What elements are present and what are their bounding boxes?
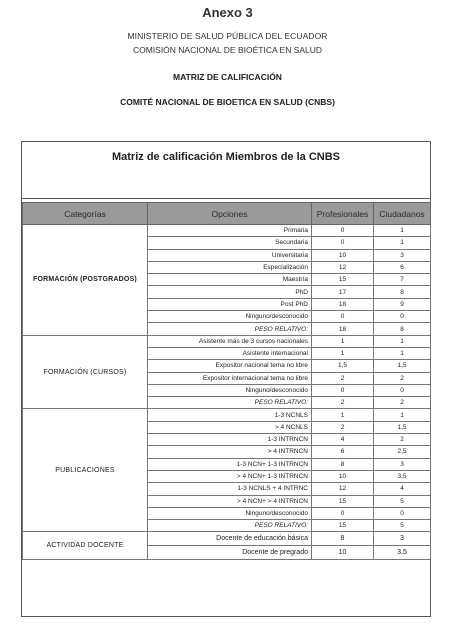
option-cell: Ninguno/desconocido — [148, 311, 312, 323]
option-cell: Docente de pregrado — [148, 546, 312, 560]
option-cell: > 4 INTRNCN — [148, 446, 312, 458]
citizens-score: 4 — [374, 483, 431, 495]
professionals-score: 15 — [312, 274, 374, 286]
professionals-score: 0 — [312, 384, 374, 396]
category-cell: PUBLICACIONES — [23, 409, 148, 532]
option-cell: Primaria — [148, 225, 312, 237]
citizens-score: 2 — [374, 397, 431, 409]
professionals-score: 8 — [312, 532, 374, 546]
rating-table — [22, 202, 431, 560]
citizens-score: 0 — [374, 384, 431, 396]
citizens-score: 1 — [374, 335, 431, 347]
professionals-score: 6 — [312, 446, 374, 458]
column-header-professionals: Profesionales — [312, 203, 374, 225]
matrix-heading: MATRIZ DE CALIFICACIÓN — [173, 72, 282, 82]
professionals-score: 2 — [312, 421, 374, 433]
citizens-score: 6 — [374, 261, 431, 273]
option-cell: > 4 NCNLS — [148, 421, 312, 433]
professionals-score: 15 — [312, 520, 374, 532]
citizens-score: 2,5 — [374, 446, 431, 458]
option-cell: PESO RELATIVO: — [148, 520, 312, 532]
professionals-score: 18 — [312, 298, 374, 310]
column-header-options: Opciones — [148, 203, 312, 225]
table-header-row — [23, 203, 431, 225]
option-cell: > 4 NCN+ 1-3 INTRNCN — [148, 470, 312, 482]
option-cell: Expositor nacional tema no libre — [148, 360, 312, 372]
citizens-score: 2 — [374, 372, 431, 384]
citizens-score: 1,5 — [374, 421, 431, 433]
professionals-score: 0 — [312, 225, 374, 237]
option-cell: 1-3 NCN+ 1-3 INTRNCN — [148, 458, 312, 470]
table-body — [23, 225, 431, 560]
option-cell: Expositor internacional tema no libre — [148, 372, 312, 384]
professionals-score: 1 — [312, 347, 374, 359]
matrix-title: Matriz de calificación Miembros de la CNBS — [111, 151, 340, 163]
professionals-score: 8 — [312, 458, 374, 470]
citizens-score: 0 — [374, 311, 431, 323]
professionals-score: 15 — [312, 495, 374, 507]
option-cell: Post PhD — [148, 298, 312, 310]
table-row — [23, 409, 431, 421]
option-cell: Especialización — [148, 261, 312, 273]
option-cell: > 4 NCN+ > 4 INTRNCN — [148, 495, 312, 507]
professionals-score: 0 — [312, 507, 374, 519]
citizens-score: 1 — [374, 225, 431, 237]
annex-label: Anexo 3 — [202, 5, 253, 20]
professionals-score: 1 — [312, 409, 374, 421]
table-row — [23, 225, 431, 237]
ministry-heading: MINISTERIO DE SALUD PÚBLICA DEL ECUADOR — [127, 31, 328, 41]
citizens-score: 3 — [374, 532, 431, 546]
option-cell: Asistente internacional — [148, 347, 312, 359]
citizens-score: 3,5 — [374, 470, 431, 482]
professionals-score: 10 — [312, 249, 374, 261]
option-cell: 1-3 NCNLS — [148, 409, 312, 421]
category-cell: FORMACIÓN (POSTGRADOS) — [23, 225, 148, 336]
table-row — [23, 532, 431, 546]
citizens-score: 5 — [374, 495, 431, 507]
citizens-score: 1 — [374, 237, 431, 249]
committee-heading: COMITÉ NACIONAL DE BIOETICA EN SALUD (CNBS) — [120, 97, 335, 107]
professionals-score: 1 — [312, 335, 374, 347]
citizens-score: 1 — [374, 347, 431, 359]
rating-matrix — [21, 141, 431, 617]
citizens-score: 3,5 — [374, 546, 431, 560]
citizens-score: 8 — [374, 286, 431, 298]
citizens-score: 3 — [374, 458, 431, 470]
professionals-score: 18 — [312, 323, 374, 335]
commission-heading: COMISIÓN NACIONAL DE BIOÉTICA EN SALUD — [132, 45, 323, 55]
professionals-score: 2 — [312, 397, 374, 409]
option-cell: Universitaria — [148, 249, 312, 261]
professionals-score: 10 — [312, 546, 374, 560]
option-cell: PESO RELATIVO: — [148, 323, 312, 335]
citizens-score: 7 — [374, 274, 431, 286]
professionals-score: 4 — [312, 434, 374, 446]
professionals-score: 0 — [312, 237, 374, 249]
option-cell: 1-3 INTRNCN — [148, 434, 312, 446]
option-cell: Asistente más de 3 cursos nacionales — [148, 335, 312, 347]
citizens-score: 0 — [374, 507, 431, 519]
citizens-score: 8 — [374, 323, 431, 335]
professionals-score: 1,5 — [312, 360, 374, 372]
category-cell: FORMACIÓN (CURSOS) — [23, 335, 148, 409]
matrix-title-box — [22, 142, 430, 199]
professionals-score: 2 — [312, 372, 374, 384]
column-header-categories: Categorías — [23, 203, 148, 225]
citizens-score: 1,5 — [374, 360, 431, 372]
professionals-score: 12 — [312, 483, 374, 495]
citizens-score: 5 — [374, 520, 431, 532]
option-cell: PESO RELATIVO: — [148, 397, 312, 409]
column-header-citizens: Ciudadanos — [374, 203, 431, 225]
option-cell: Maestría — [148, 274, 312, 286]
option-cell: Docente de educación básica — [148, 532, 312, 546]
option-cell: 1-3 NCNLS + 4 INTRNC — [148, 483, 312, 495]
citizens-score: 9 — [374, 298, 431, 310]
professionals-score: 10 — [312, 470, 374, 482]
citizens-score: 1 — [374, 409, 431, 421]
citizens-score: 3 — [374, 249, 431, 261]
option-cell: Secundaria — [148, 237, 312, 249]
option-cell: Ninguno/desconocido — [148, 507, 312, 519]
citizens-score: 2 — [374, 434, 431, 446]
table-row — [23, 335, 431, 347]
category-cell: ACTIVIDAD DOCENTE — [23, 532, 148, 560]
professionals-score: 0 — [312, 311, 374, 323]
professionals-score: 17 — [312, 286, 374, 298]
option-cell: PhD — [148, 286, 312, 298]
option-cell: Ninguno/desconocido — [148, 384, 312, 396]
professionals-score: 12 — [312, 261, 374, 273]
